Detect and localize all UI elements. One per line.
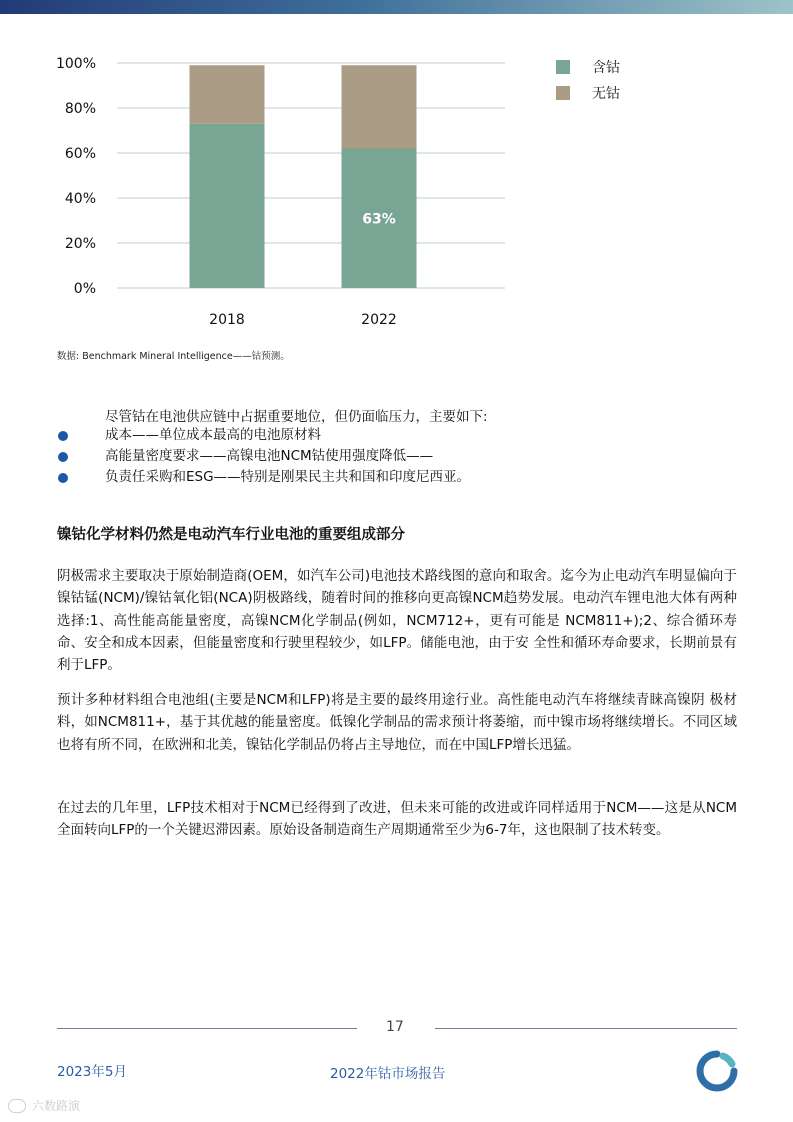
list-item-text: 高能量密度要求——高镍电池NCM钴使用强度降低—— bbox=[105, 448, 434, 464]
list-item-text: 负责任采购和ESG——特别是刚果民主共和国和印度尼西亚。 bbox=[105, 469, 471, 485]
page-number: 17 bbox=[386, 1019, 404, 1035]
pressure-list bbox=[57, 425, 470, 488]
y-tick-label: 100% bbox=[55, 56, 96, 72]
data-label: 63% bbox=[362, 211, 396, 228]
legend-swatch-cobalt-free bbox=[556, 86, 570, 100]
section-heading: 镍钴化学材料仍然是电动汽车行业电池的重要组成部分 bbox=[57, 527, 405, 543]
footer-divider-left bbox=[57, 1028, 357, 1029]
chart-legend bbox=[556, 54, 620, 106]
list-item bbox=[57, 446, 470, 467]
bullet-dot bbox=[58, 431, 68, 441]
stacked-bar-chart bbox=[0, 40, 520, 340]
list-item bbox=[57, 425, 470, 446]
paragraph: 在过去的几年里，LFP技术相对于NCM已经得到了改进，但未来可能的改进或许同样适用于NCM——这是从NCM全面转向LFP的一个关键迟滞因素。原始设备制造商生产周期通常至少为6-7年，这也限制了技术转变。 bbox=[57, 800, 737, 839]
legend-item-cobalt-free bbox=[556, 80, 620, 106]
y-tick-label: 0% bbox=[73, 281, 96, 297]
top-accent-bar bbox=[0, 0, 793, 14]
y-tick-label: 80% bbox=[64, 101, 96, 117]
legend-item-cobalt bbox=[556, 54, 620, 80]
legend-label-cobalt-free: 无钴 bbox=[592, 86, 620, 102]
footer-divider-right bbox=[435, 1028, 737, 1029]
watermark-logo-icon bbox=[8, 1099, 26, 1113]
watermark-text: 六数路演 bbox=[32, 1099, 81, 1113]
bar-2018-series-1 bbox=[190, 65, 265, 124]
list-item bbox=[57, 467, 470, 488]
legend-swatch-cobalt bbox=[556, 60, 570, 74]
paragraph: 预计多种材料组合电池组(主要是NCM和LFP)将是主要的最终用途行业。高性能电动汽车将继续青睐高镍阴 极材料，如NCM811+，基于其优越的能量密度。低镍化学制品的需求预计将萎缩，而中镍市场将继续增长。不同区域也将有所不同，在欧洲和北美，镍钴化学制品仍将占主导地位，而在中国LFP增长迅猛。 bbox=[57, 692, 737, 753]
bullet-dot bbox=[58, 452, 68, 462]
cobalt-institute-logo bbox=[696, 1050, 738, 1092]
bar-2018-series-0 bbox=[190, 124, 265, 288]
y-tick-label: 60% bbox=[64, 146, 96, 162]
footer-report-title: 2022年钴市场报告 bbox=[330, 1066, 446, 1082]
x-tick-label: 2022 bbox=[361, 312, 397, 328]
y-tick-label: 20% bbox=[64, 236, 96, 252]
bar-2022-series-1 bbox=[342, 65, 417, 148]
footer-date: 2023年5月 bbox=[57, 1064, 127, 1080]
paragraph: 阴极需求主要取决于原始制造商(OEM，如汽车公司)电池技术路线图的意向和取舍。迄今为止电动汽车明显偏向于镍钴锰(NCM)/镍钴氧化铝(NCA)阴极路线，随着时间的推移向更高镍NCM趋势发展。电动汽车锂电池大体有两种选择:1、高性能高能量密度，高镍NCM化学制品(例如，NCM712+，更有可能是 NCM811+);2、综合循环寿命、安全和成本因素，但能量密度和行驶里程较少，如LFP。储能电池，由于安 全性和循环寿命要求，长期前景有利于LFP。 bbox=[57, 568, 737, 674]
watermark bbox=[8, 1097, 80, 1114]
list-item-text: 成本——单位成本最高的电池原材料 bbox=[105, 427, 321, 443]
y-tick-label: 40% bbox=[64, 191, 96, 207]
x-tick-label: 2018 bbox=[209, 312, 245, 328]
intro-text: 尽管钴在电池供应链中占据重要地位，但仍面临压力，主要如下: bbox=[105, 409, 488, 425]
bullet-dot bbox=[58, 473, 68, 483]
legend-label-cobalt: 含钴 bbox=[592, 60, 620, 76]
chart-source-note: 数据: Benchmark Mineral Intelligence——钴预测。 bbox=[57, 351, 290, 362]
